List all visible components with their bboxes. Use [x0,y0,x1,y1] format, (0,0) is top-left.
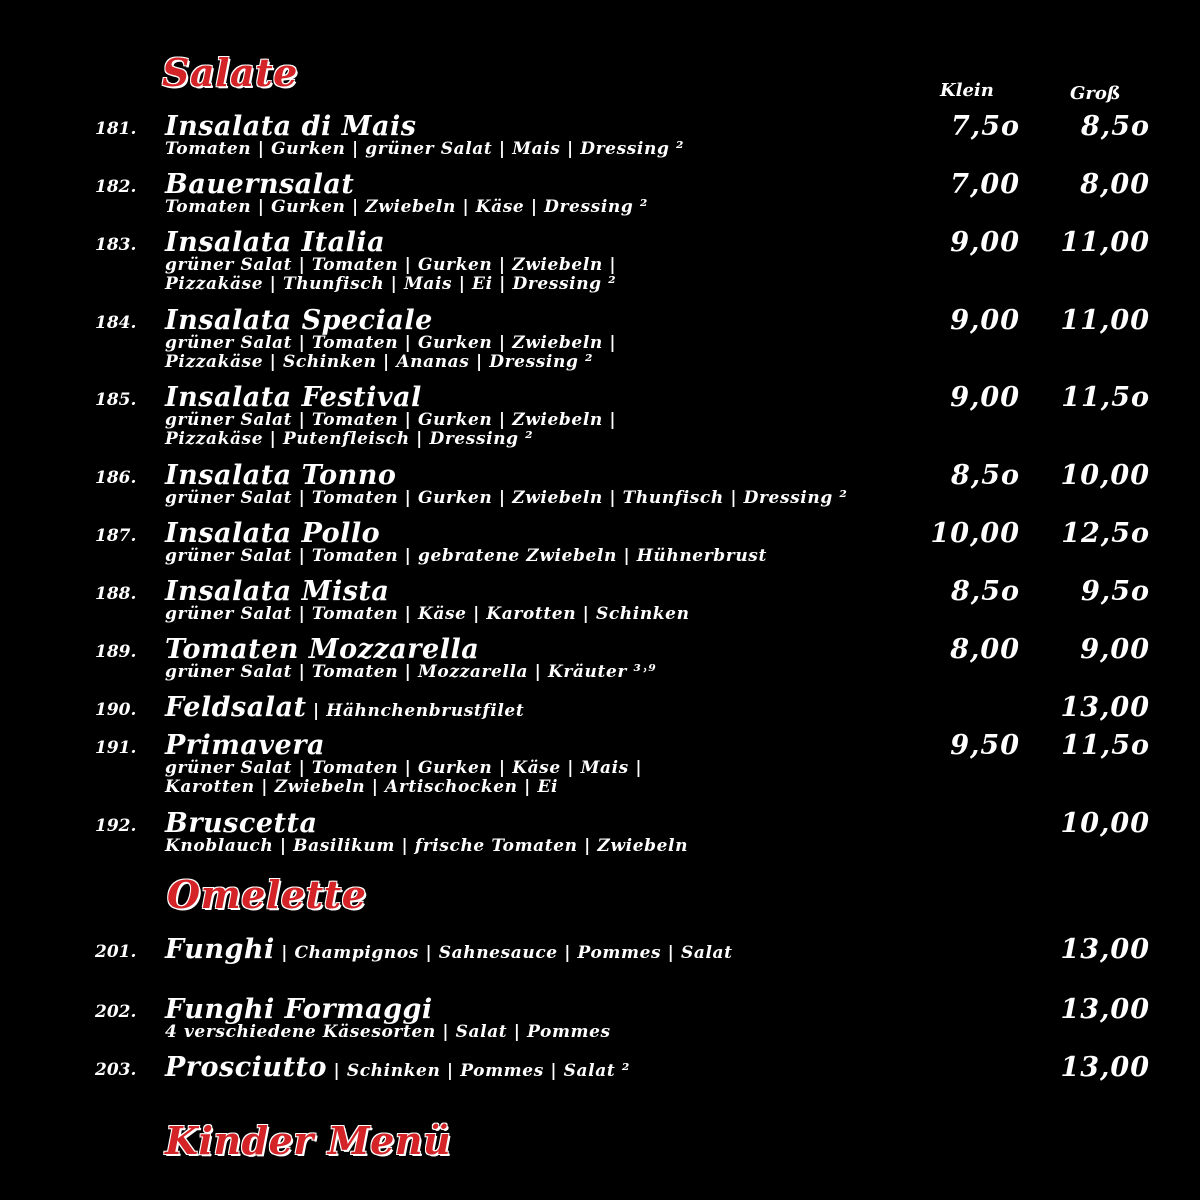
price-small: 9,00 [950,305,1020,336]
price-small: 7,00 [950,169,1020,200]
price: 13,00 [1060,994,1150,1025]
section-title-omelette: Omelette [167,872,367,917]
price: 13,00 [1060,1052,1150,1083]
price-small: 9,00 [950,382,1020,413]
item-inline-description: | Champignos | Sahnesauce | Pommes | Salat [274,943,733,963]
item-number: 192. [95,816,137,836]
item-description-line-2: Pizzakäse | Thunfisch | Mais | Ei | Dressing ² [165,274,617,294]
item-description: grüner Salat | Tomaten | Gurken | Zwiebeln | Thunfisch | Dressing ² [165,488,848,508]
item-description: Knoblauch | Basilikum | frische Tomaten | Zwiebeln [165,836,689,856]
item-name: Bruscetta [165,808,318,839]
item-description: grüner Salat | Tomaten | Gurken | Zwiebeln | [165,255,617,275]
item-description-line-2: Karotten | Zwiebeln | Artischocken | Ei [165,777,559,797]
item-description: Tomaten | Gurken | Zwiebeln | Käse | Dressing ² [165,197,648,217]
item-description-line-2: Pizzakäse | Putenfleisch | Dressing ² [165,429,534,449]
price-small: 8,00 [950,634,1020,665]
column-header-large: Groß [1070,83,1121,104]
item-name: Insalata Pollo [165,518,381,549]
price: 13,00 [1060,934,1150,965]
item-inline-description: | Schinken | Pommes | Salat ² [327,1061,630,1081]
item-number: 186. [95,468,137,488]
item-number: 189. [95,642,137,662]
price-small: 9,50 [950,730,1020,761]
item-description: grüner Salat | Tomaten | Gurken | Käse | Mais | [165,758,643,778]
price-large: 13,00 [1060,692,1150,723]
item-name: Prosciutto [165,1052,328,1083]
item-description: Tomaten | Gurken | grüner Salat | Mais | Dressing ² [165,139,685,159]
price-large: 9,5o [1081,576,1150,607]
item-number: 188. [95,584,137,604]
item-name-row [165,694,524,725]
price-large: 8,5o [1081,111,1150,142]
item-number: 185. [95,390,137,410]
price-large: 12,5o [1061,518,1150,549]
item-number: 182. [95,177,137,197]
price-large: 11,5o [1061,730,1150,761]
item-number: 201. [95,942,137,962]
item-description: grüner Salat | Tomaten | Käse | Karotten | Schinken [165,604,690,624]
item-description: grüner Salat | Tomaten | Gurken | Zwiebeln | [165,333,617,353]
price-large: 9,00 [1080,634,1150,665]
item-number: 203. [95,1060,137,1080]
price-small: 10,00 [930,518,1020,549]
price-small: 9,00 [950,227,1020,258]
item-number: 190. [95,700,137,720]
item-description: 4 verschiedene Käsesorten | Salat | Pommes [165,1022,611,1042]
item-name: Funghi Formaggi [165,994,433,1025]
item-number: 191. [95,738,137,758]
item-number: 184. [95,313,137,333]
item-name: Insalata Italia [165,227,386,258]
price-large: 8,00 [1080,169,1150,200]
item-description: grüner Salat | Tomaten | gebratene Zwiebeln | Hühnerbrust [165,546,767,566]
price-small: 8,5o [951,460,1020,491]
item-name: Insalata di Mais [165,111,417,142]
price-small: 7,5o [951,111,1020,142]
item-description: grüner Salat | Tomaten | Mozzarella | Kräuter ³˒⁹ [165,662,657,682]
item-name-row [165,936,733,967]
item-name: Bauernsalat [165,169,355,200]
item-number: 181. [95,119,137,139]
item-name: Insalata Speciale [165,305,433,336]
item-number: 202. [95,1002,137,1022]
item-name: Tomaten Mozzarella [165,634,480,665]
price-large: 11,00 [1060,305,1150,336]
item-name: Insalata Festival [165,382,422,413]
price-large: 10,00 [1060,808,1150,839]
item-name: Insalata Mista [165,576,390,607]
item-name: Primavera [165,730,325,761]
item-name: Insalata Tonno [165,460,397,491]
item-number: 183. [95,235,137,255]
item-name: Feldsalat [165,692,307,723]
item-name-row [165,1054,630,1085]
item-description-line-2: Pizzakäse | Schinken | Ananas | Dressing ² [165,352,594,372]
price-large: 10,00 [1060,460,1150,491]
item-name: Funghi [165,934,275,965]
section-title-kinder-menu: Kinder Menü [165,1118,452,1163]
column-header-small: Klein [940,80,994,101]
price-large: 11,5o [1061,382,1150,413]
price-large: 11,00 [1060,227,1150,258]
item-number: 187. [95,526,137,546]
price-small: 8,5o [951,576,1020,607]
section-title-salate: Salate [162,50,298,95]
item-inline-description: | Hähnchenbrustfilet [306,701,525,721]
item-description: grüner Salat | Tomaten | Gurken | Zwiebeln | [165,410,617,430]
